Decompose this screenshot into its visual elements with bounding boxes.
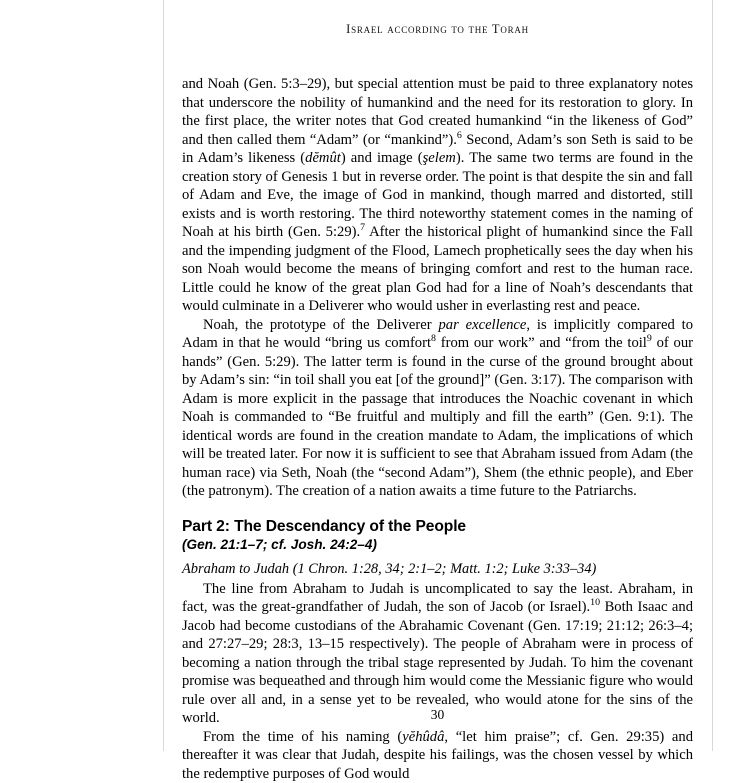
latin-phrase-par-excellence: par excellence [438,316,527,333]
hebrew-term-selem: şelem [422,150,456,166]
paragraph-1-text-a: and Noah (Gen. 5:3–29), but special attention must be paid to three explanatory notes that underscore the nobility of humankind and the need for its restoration to glory. In the first place, the writer notes that God created humankind “in the likeness of God” and then called them “Adam” (or “mankind”). [182,76,693,148]
paragraph-3-text-a: The line from Abraham to Judah is uncomplicated to say the least. Abraham, in fact, was the great-grandfather of Judah, the son of Jacob (or Israel). [182,580,693,616]
paragraph-1-text-e: After the historical plight of humankind since the Fall and the impending judgment of the Flood, Lamech prophetically sees the day when his son Noah would become the means of bringing comfort and rest to the human race. Little could he know of the great plan God had for a line of Noah’s descendants that would culminate in a Deliverer who would usher in everlasting rest and peace. [182,224,693,314]
paragraph-4-text-b: , “let him praise”; cf. Gen. 29:35) and thereafter it was clear that Judah, despite his failings, was the chosen vessel by which the redemptive purposes of God would [182,728,693,782]
paragraph-1-text-b: Second, Adam’s son Seth is said to be in Adam’s likeness ( [182,131,693,166]
part-heading: Part 2: The Descendancy of the People [182,517,467,535]
paragraph-3 [182,580,693,728]
body-text [182,75,693,783]
footnote-marker-6: 6 [456,129,462,141]
paragraph-3-text-b: Both Isaac and Jacob had become custodians of the Abrahamic Covenant (Gen. 17:19; 21:12; 26:3–4; and 27:27–29; 28:3, 13–15 respectively). The people of Abraham were in process of becoming a nation through the tribal stage represented by Judah. To him the covenant promise was bequeathed and through him would come the Messianic figure who would rule over all and, in a sense yet to be revealed, who would atone for the sins of the world. [182,599,694,727]
hebrew-term-demut: dĕmût [305,150,341,166]
paragraph-1-text-c: ) and image ( [340,150,423,166]
paragraph-4 [182,728,693,783]
hebrew-term-yehudah: yĕhûdâ [402,728,445,745]
footnote-marker-8: 8 [431,333,436,345]
running-head: Israel according to the Torah [346,22,529,36]
page-number: 30 [430,707,445,722]
paragraph-2 [182,316,693,501]
footnote-marker-10: 10 [590,597,601,609]
footnote-marker-7: 7 [360,222,366,234]
paragraph-1 [182,75,693,316]
paragraph-4-text-a: From the time of his naming ( [203,728,403,745]
section-heading: Abraham to Judah (1 Chron. 1:28, 34; 2:1–2; Matt. 1:2; Luke 3:33–34) [182,560,597,577]
footnote-marker-9: 9 [646,333,652,345]
part-subheading-reference: (Gen. 21:1–7; cf. Josh. 24:2–4) [182,537,377,553]
paragraph-2-text-b: , is implicitly compared to Adam in that he would “bring us comfort [182,316,693,351]
paragraph-2-text-c: from our work” and “from the toil [435,335,647,351]
paragraph-2-text-a: Noah, the prototype of the Deliverer [203,316,439,333]
page-content [182,0,694,782]
paragraph-2-text-d: of our hands” (Gen. 5:29). The latter term is found in the curse of the ground brought about by Adam’s sin: “in toil shall you eat [of the ground]” (Gen. 3:17). The comparison with Adam is more explicit in the passage that introduces the Noachic covenant in which Noah is commanded to “Be fruitful and multiply and fill the earth” (Gen. 9:1). The identical words are found in the creation mandate to Adam, the implications of which will be treated later. For now it is sufficient to see that Abraham issued from Adam (the human race) via Seth, Noah (the “second Adam”), Shem (the ethnic people), and Eber (the patronym). The creation of a nation awaits a time future to the Patriarchs. [182,335,693,499]
paragraph-1-text-d: ). The same two terms are found in the creation story of Genesis 1 but in reverse order. The point is that despite the sin and fall of Adam and Eve, the image of God in mankind, though marred and distorted, still exists and is worth restoring. The third noteworthy statement comes in the naming of Noah at his birth (Gen. 5:29). [182,150,693,240]
